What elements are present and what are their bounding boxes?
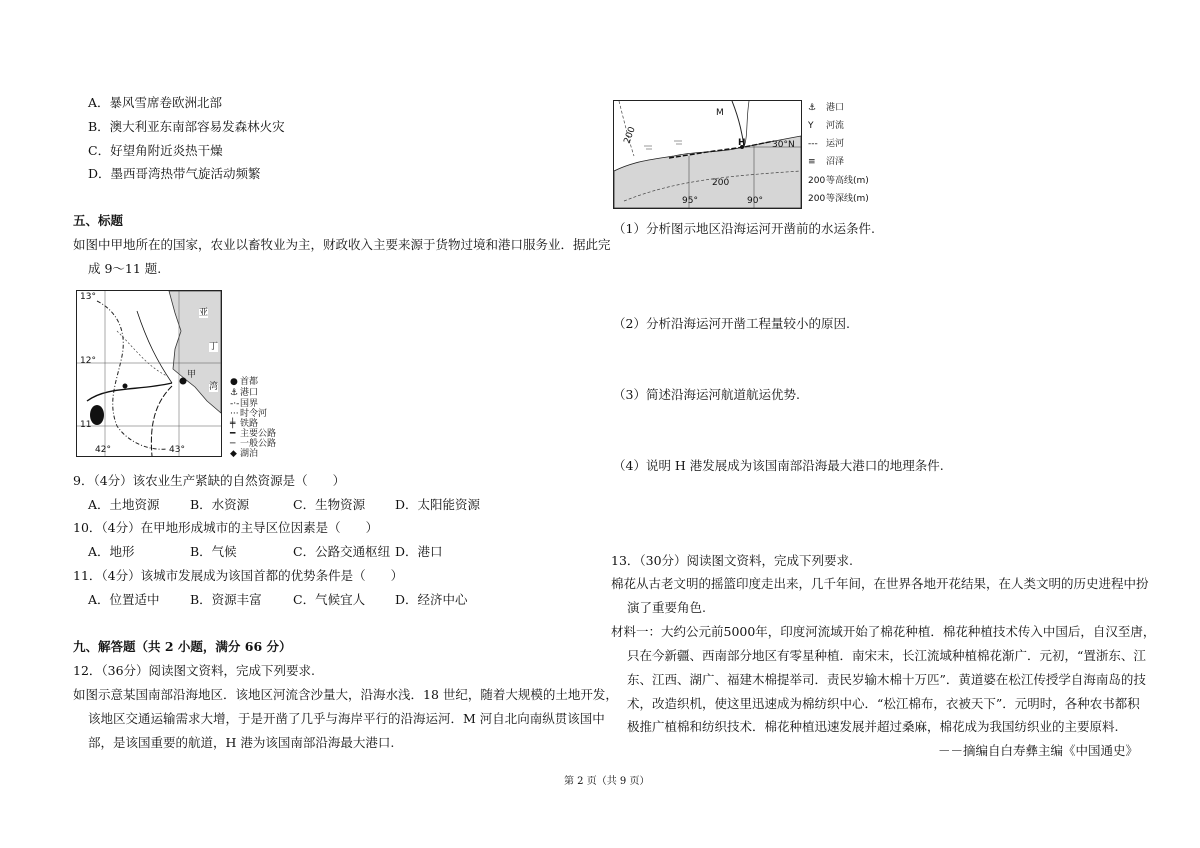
q13-intro-line: 演了重要角色. [627,600,706,615]
place-label: 甲 [187,370,197,380]
lon-label: 95° [682,196,698,206]
q12-material-line: 部，是该国重要的航道，H 港为该国南部沿海最大港口. [88,735,395,750]
legend-depth-value: 200 [808,194,826,204]
lat-label: 30°N [772,140,795,150]
q9-option-c: C．生物资源 [293,497,366,512]
place-label: 亚 [199,308,209,318]
port-label: H [738,138,746,148]
place-label: 丁 [209,342,219,352]
question-10-stem: 10．（4分）在甲地形成城市的主导区位因素是（ ） [73,520,379,535]
q13-material-line: 东、江西、湖广、福建木棉提举司．责民岁输木棉十万匹”．黄道婆在松江传授学自海南岛的技 [627,672,1146,687]
legend-canal: 运河 [826,139,845,149]
prev-option-a: A．暴风雪席卷欧洲北部 [88,95,223,110]
q10-option-c: C．公路交通枢纽 [293,544,391,559]
q12-sub-1: （1）分析图示地区沿海运河开凿前的水运条件. [613,221,875,236]
q13-material-line: 术，改造织机，使这里迅速成为棉纺织中心．“松江棉布，衣被天下”．元明时，各种农书都积 [627,696,1140,711]
q9-option-d: D．太阳能资源 [395,497,481,512]
q10-option-b: B．气候 [190,544,237,559]
depth-label: 200 [712,178,730,188]
q11-option-c: C．气候宜人 [293,592,366,607]
q11-option-d: D．经济中心 [395,592,468,607]
map2-drawing [614,101,801,208]
q12-sub-2: （2）分析沿海运河开凿工程量较小的原因. [613,316,850,331]
q9-option-b: B．水资源 [190,497,250,512]
legend-railway: 铁路 [240,419,259,429]
section-heading: 九、解答题（共 2 小题，满分 66 分） [73,639,292,654]
q13-material-line: 只在今新疆、西南部分地区有零星种植．南宋末，长江流域种植棉花渐广．元初，“置浙东、江 [627,648,1146,663]
q10-option-a: A．地形 [88,544,135,559]
lon-label: 42° [95,445,111,455]
legend-depth: 等深线(m) [826,194,869,204]
question-11-stem: 11．（4分）该城市发展成为该国首都的优势条件是（ ） [73,568,404,583]
q12-sub-3: （3）简述沿海运河航道航运优势. [613,387,800,402]
q11-option-b: B．资源丰富 [190,592,262,607]
section-heading: 五、标题 [73,213,124,228]
river-label: M [716,108,724,118]
prev-option-d: D．墨西哥湾热带气旋活动频繁 [88,166,261,181]
legend-contour: 等高线(m) [826,176,869,186]
lon-label: 43° [169,445,185,455]
question-12-stem: 12．（36分）阅读图文资料，完成下列要求. [73,663,316,678]
legend-port: 港口 [240,388,259,398]
legend-river: 河流 [826,121,845,131]
question-9-stem: 9．（4分）该农业生产紧缺的自然资源是（ ） [73,473,346,488]
legend-main-road: 主要公路 [240,429,277,439]
legend-contour-value: 200 [808,176,826,186]
q12-material-line: 该地区交通运输需求大增，于是开凿了几乎与海岸平行的沿海运河．M 河自北向南纵贯该国中 [88,711,605,726]
q12-material-line: 如图示意某国南部沿海地区．该地区河流含沙量大，沿海水浅．18 世纪，随着大规模的土地开发， [73,687,618,702]
lat-label: 12° [80,356,96,366]
legend-port: 港口 [826,103,845,113]
legend-border: 国界 [240,399,259,409]
legend-lake: 湖泊 [240,449,259,459]
q12-sub-4: （4）说明 H 港发展成为该国南部沿海最大港口的地理条件. [613,458,944,473]
lat-label: 13° [80,292,96,302]
lon-label: 90° [747,196,763,206]
question-13-stem: 13．（30分）阅读图文资料，完成下列要求. [611,553,854,568]
coastal-canal-map [613,100,802,209]
prev-option-b: B．澳大利亚东南部容易发森林火灾 [88,119,285,134]
q11-option-a: A．位置适中 [88,592,160,607]
q10-option-d: D．港口 [395,544,443,559]
section-intro-line: 成 9～11 题. [88,261,162,276]
lat-label: 11° [80,420,96,430]
section-intro-line: 如图中甲地所在的国家，农业以畜牧业为主，财政收入主要来源于货物过境和港口服务业．据此完 [73,237,611,252]
page-footer: 第 2 页（共 9 页） [564,776,650,787]
legend-capital: 首都 [240,377,259,387]
q13-material-line: 极推广植棉和纺织技术．棉花种植迅速发展并超过桑麻，棉花成为我国纺织业的主要原料. [627,719,1119,734]
legend-road: 一般公路 [240,439,277,449]
legend-swamp: 沼泽 [826,157,845,167]
q9-option-a: A．土地资源 [88,497,160,512]
legend-seasonal-river: 时令河 [240,409,268,419]
q13-material-line: 材料一：大约公元前5000年，印度河流域开始了棉花种植．棉花种植技术传入中国后，自汉至唐， [611,624,1156,639]
q13-source: －－摘编自白寿彝主编《中国通史》 [938,743,1139,758]
contour-label: 200 [622,125,638,146]
place-label: 湾 [209,382,219,392]
djibouti-map [76,290,222,457]
q13-intro-line: 棉花从古老文明的摇篮印度走出来，几千年间，在世界各地开花结果，在人类文明的历史进程中扮 [611,576,1149,591]
prev-option-c: C．好望角附近炎热干燥 [88,143,223,158]
